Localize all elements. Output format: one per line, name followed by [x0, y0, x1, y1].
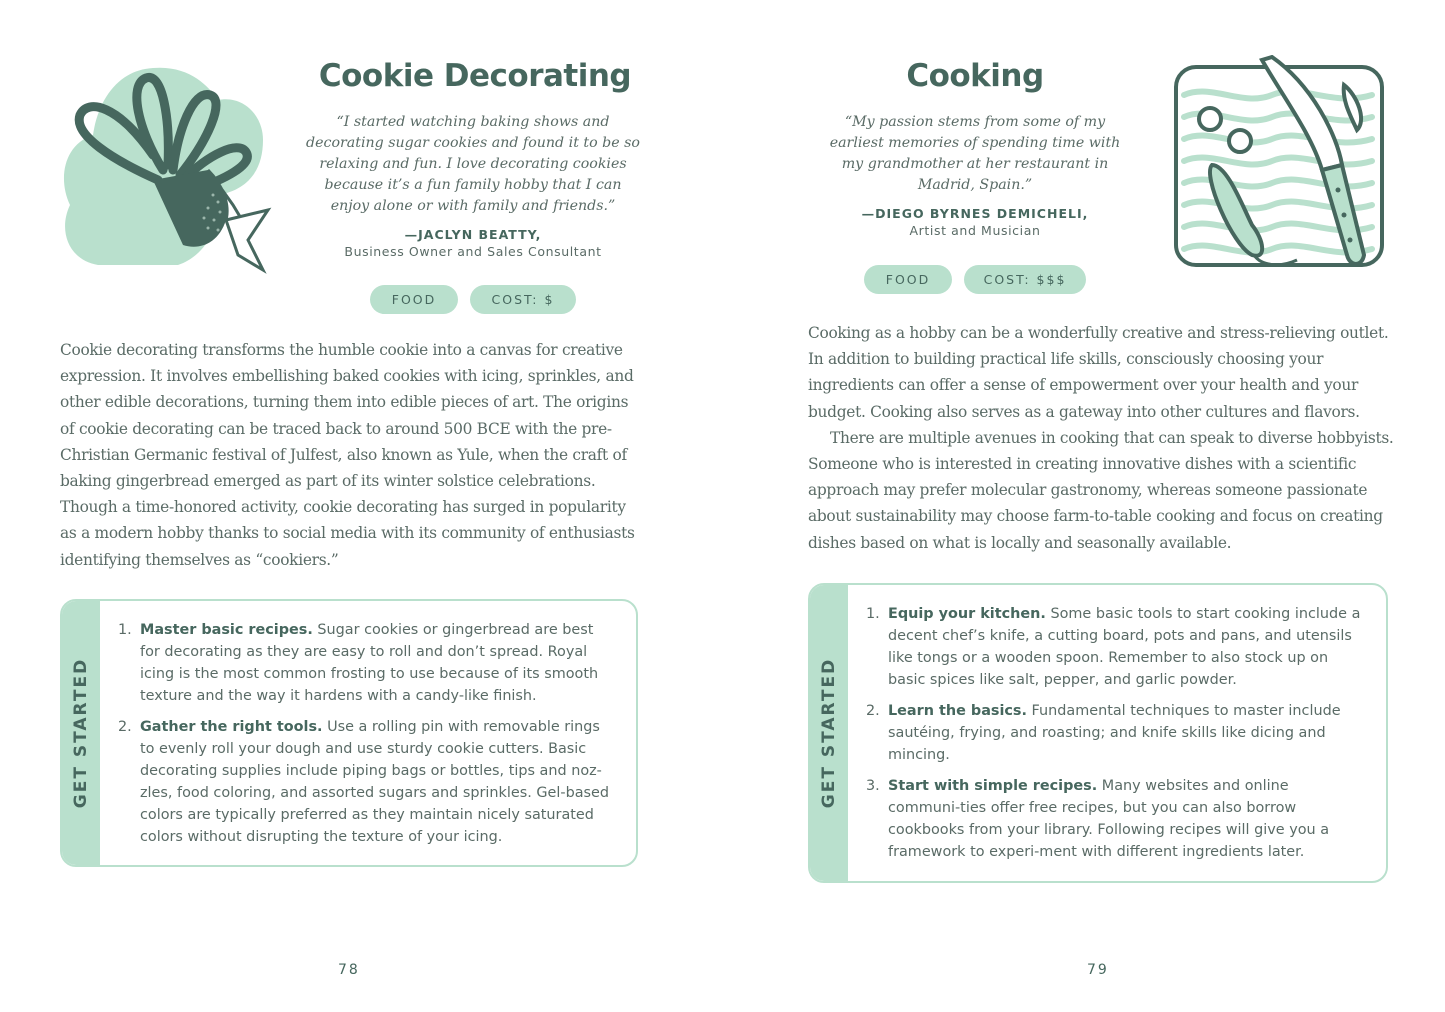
quote: “I started watching baking shows and decorating sugar cookies and found it to be so relaxing and fun. I love decorating cookies because it’s a fun family hobby that I can enjoy alone or with family and friends.” [306, 114, 640, 214]
get-started-box [60, 599, 638, 867]
list-item [866, 603, 1364, 691]
steps-list [118, 619, 614, 857]
step-lead: Start with simple recipes. [888, 778, 1098, 794]
get-started-band [62, 601, 100, 865]
knife-cutting-board-icon [1172, 55, 1388, 277]
step-text: Some basic tools to start cooking include a decent chef’s knife, a cutting board, pots and pans, and utensils like tongs or a wooden spoon. Remember to also stock up on basic spices like salt, pepper, and garlic powder. [888, 606, 1361, 688]
get-started-band [810, 585, 848, 881]
attribution [808, 205, 1142, 239]
page-title: Cooking [906, 58, 1044, 94]
attribution [306, 226, 640, 260]
page-number: 78 [338, 962, 360, 978]
list-item [866, 775, 1364, 863]
step-number: 2. [866, 703, 880, 719]
tag-food: FOOD [864, 265, 952, 294]
body-paragraph: Cooking as a hobby can be a wonderfully creative and stress-relieving outlet. In addition to building practical life skills, consciously choosing your ingredients can offer a sense of empowerment over your health and your budget. Cooking also serves as a gateway into other cultures and flavors. [808, 324, 1389, 421]
step-number: 3. [866, 778, 880, 794]
step-lead: Master basic recipes. [140, 622, 313, 638]
steps-list [866, 603, 1364, 872]
body-text [808, 320, 1398, 556]
body-paragraph: There are multiple avenues in cooking that can speak to diverse hobbyists. Someone who is interested in creating innovative dishes with a scientific approach may prefer molecular gastronomy, whereas someone passionate about sustainability may choose farm-to-table cooking and focus on creating dishes based on what is locally and seasonally available. [808, 428, 1394, 552]
step-number: 1. [118, 622, 132, 638]
get-started-box [808, 583, 1388, 883]
attribution-role: Business Owner and Sales Consultant [344, 244, 602, 259]
piping-bag-icon [58, 60, 280, 275]
page-number: 79 [1087, 962, 1109, 978]
quote: “My passion stems from some of my earliest memories of spending time with my grandmother at her restaurant in Madrid, Spain.” [829, 114, 1121, 193]
step-number: 1. [866, 606, 880, 622]
page-left [0, 0, 722, 1012]
body-text [60, 337, 642, 573]
step-lead: Gather the right tools. [140, 719, 323, 735]
attribution-name: —DIEGO BYRNES DEMICHELI, [861, 206, 1089, 221]
body-paragraph: Cookie decorating transforms the humble cookie into a canvas for creative expression. It involves embellishing baked cookies with icing, sprinkles, and other edible decorations, turning them into edible pieces of art. The origins of cookie decorating can be traced back to around 500 BCE with the pre-Christian Germanic festival of Julfest, also known as Yule, when the craft of baking gingerbread emerged as part of its winter solstice celebrations. Though a time-honored activity, cookie decorating has surged in popularity as a modern hobby thanks to social media with its community of enthusiasts identifying themselves as “cookiers.” [60, 341, 635, 569]
list-item [118, 716, 614, 848]
step-text: Fundamental techniques to master include sautéing, frying, and roasting; and knife skills like dicing and mincing. [888, 703, 1341, 763]
list-item [118, 619, 614, 707]
list-item [866, 700, 1364, 766]
tag-cost: COST: $ [470, 285, 576, 314]
tag-food: FOOD [370, 285, 458, 314]
step-number: 2. [118, 719, 132, 735]
step-text: Many websites and online communi-ties offer free recipes, but you can also borrow cookbooks from your library. Following recipes will give you a framework to experi-ment with different ingredients later. [888, 778, 1330, 860]
attribution-name: —JACLYN BEATTY, [404, 227, 542, 242]
page-title: Cookie Decorating [318, 58, 632, 94]
step-text: Sugar cookies or gingerbread are best for decorating as they are easy to roll and don’t spread. Royal icing is the most common frosting to use because of its smooth texture and the way it hardens with a candy-like finish. [140, 622, 599, 704]
page-right [722, 0, 1445, 1012]
get-started-label: GET STARTED [819, 657, 839, 809]
step-lead: Equip your kitchen. [888, 606, 1046, 622]
get-started-label: GET STARTED [71, 657, 91, 809]
attribution-role: Artist and Musician [909, 223, 1041, 238]
step-text: Use a rolling pin with removable rings to evenly roll your dough and use sturdy cookie cutters. Basic decorating supplies include piping bags or bottles, tips and noz-zles, food coloring, and assorted sugars and sprinkles. Gel-based colors are typically preferred as they maintain nicely saturated colors without disrupting the texture of your icing. [140, 719, 610, 845]
tag-cost: COST: $$$ [964, 265, 1086, 294]
step-lead: Learn the basics. [888, 703, 1027, 719]
